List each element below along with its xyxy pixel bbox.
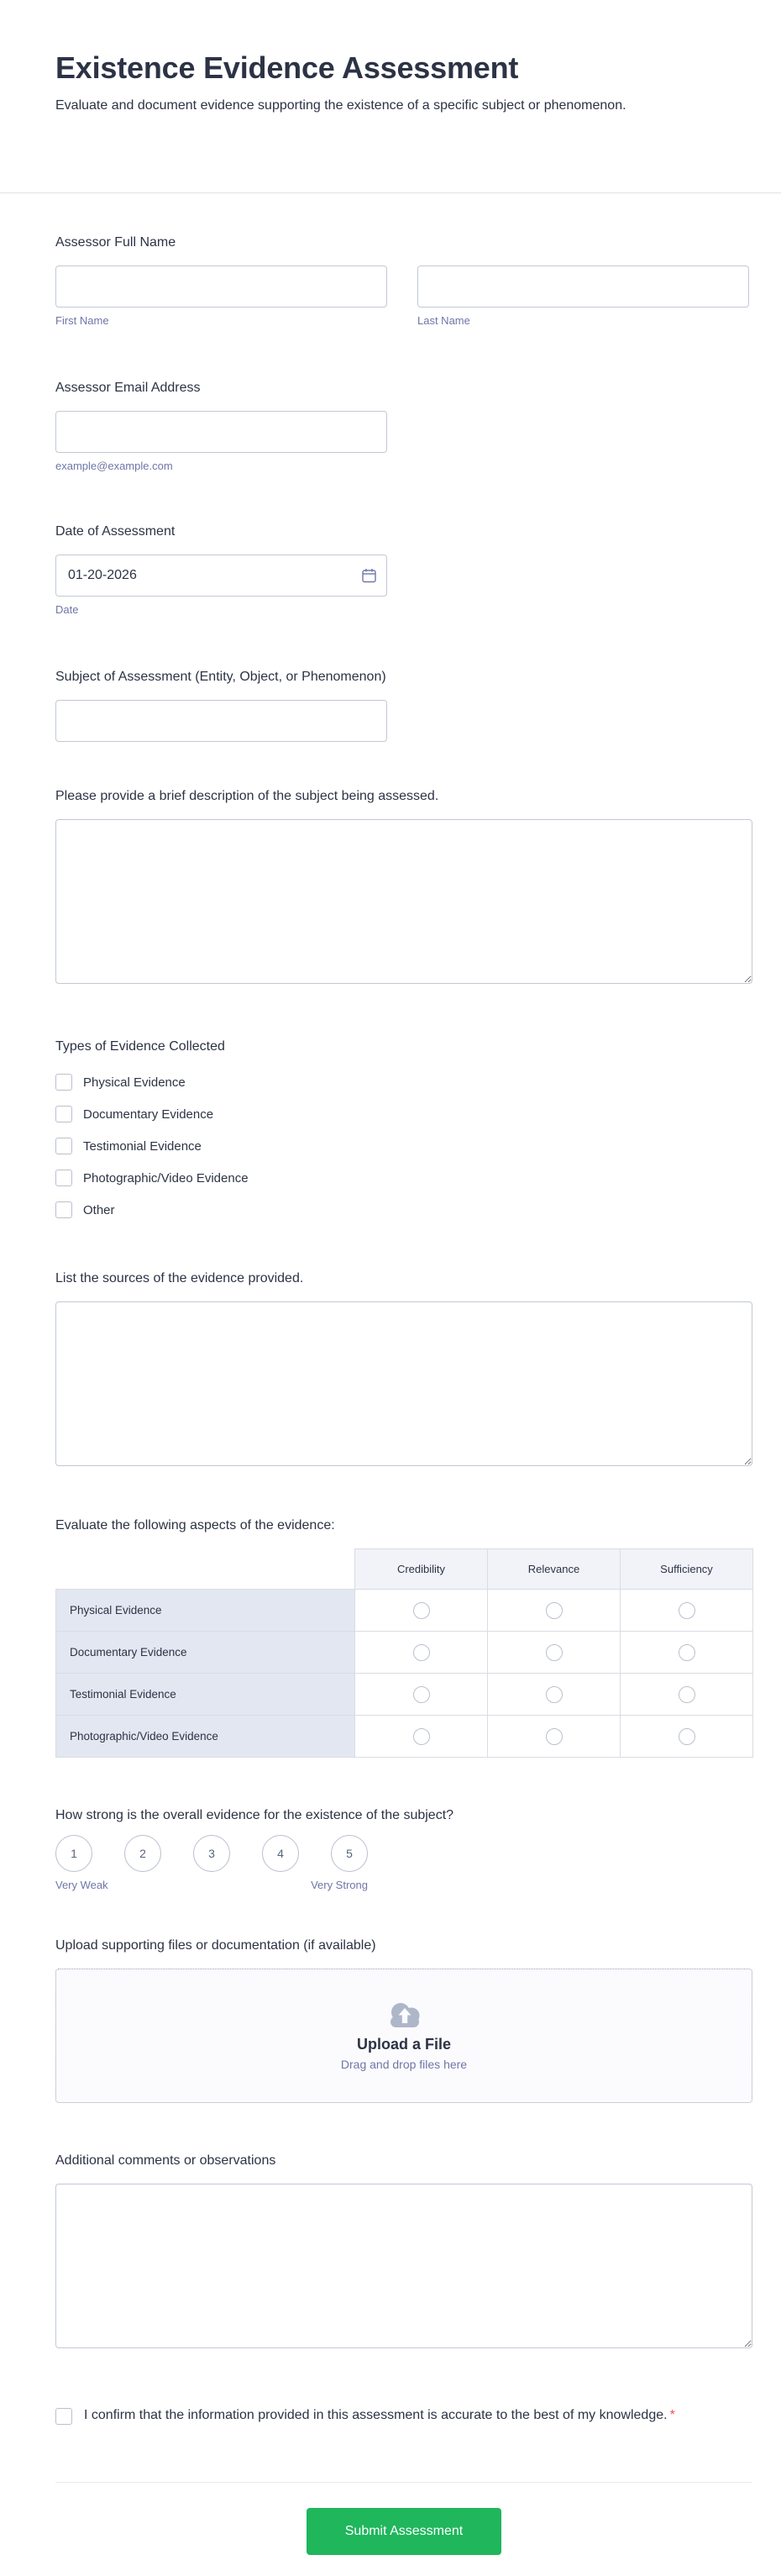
comments-textarea[interactable]	[55, 2184, 752, 2348]
confirmation-label	[84, 2405, 675, 2425]
date-input[interactable]	[55, 555, 387, 597]
submit-area	[55, 2482, 752, 2555]
field-evidence-matrix	[55, 1517, 752, 1758]
page-subtitle: Evaluate and document evidence supporting the existence of a specific subject or phenomenon.	[55, 98, 626, 113]
last-name-input[interactable]	[417, 265, 749, 308]
matrix-radio-r1-c2[interactable]	[546, 1602, 563, 1619]
form-body	[0, 234, 781, 2555]
scale-option-1[interactable]: 1	[55, 1835, 92, 1872]
confirmation-label-text: I confirm that the information provided in this assessment is accurate to the best of my knowledge.	[84, 2408, 668, 2422]
evidence-types-label: Types of Evidence Collected	[55, 1039, 225, 1054]
matrix-radio-r1-c3[interactable]	[679, 1602, 695, 1619]
matrix-radio-r3-c2[interactable]	[546, 1686, 563, 1703]
upload-hint: Drag and drop files here	[340, 2058, 468, 2071]
sources-textarea[interactable]	[55, 1301, 752, 1466]
checkbox-option-photographic-video-evidence[interactable]	[55, 1162, 752, 1194]
option-label: Documentary Evidence	[83, 1107, 214, 1122]
checkbox-option-physical-evidence[interactable]	[55, 1066, 752, 1098]
upload-dropzone[interactable]	[55, 1969, 752, 2103]
first-name-input[interactable]	[55, 265, 387, 308]
subject-label: Subject of Assessment (Entity, Object, or Phenomenon)	[55, 670, 386, 684]
matrix-row-testimonial-evidence	[56, 1674, 753, 1716]
calendar-icon[interactable]	[361, 568, 377, 584]
matrix-radio-r3-c1[interactable]	[413, 1686, 430, 1703]
confirmation-checkbox[interactable]	[55, 2408, 72, 2425]
field-description	[55, 787, 752, 984]
email-input[interactable]	[55, 411, 387, 453]
matrix-radio-r2-c2[interactable]	[546, 1644, 563, 1661]
matrix-row-label: Documentary Evidence	[56, 1632, 355, 1674]
scale-max-label: Very Strong	[311, 1879, 368, 1891]
subject-input[interactable]	[55, 700, 387, 742]
upload-button-text[interactable]: Upload a File	[356, 2036, 452, 2053]
checkbox-icon[interactable]	[55, 1138, 72, 1154]
date-sublabel: Date	[55, 603, 79, 616]
name-label: Assessor Full Name	[55, 235, 176, 250]
form-header	[0, 0, 781, 193]
checkbox-option-documentary-evidence[interactable]	[55, 1098, 752, 1130]
checkbox-icon[interactable]	[55, 1106, 72, 1122]
matrix-row-photographic-video-evidence	[56, 1716, 753, 1758]
option-label: Photographic/Video Evidence	[83, 1170, 249, 1185]
matrix-row-label: Testimonial Evidence	[56, 1674, 355, 1716]
checkbox-option-other[interactable]	[55, 1194, 752, 1226]
matrix-radio-r4-c1[interactable]	[413, 1728, 430, 1745]
field-date-of-assessment	[55, 523, 752, 616]
scale-min-label: Very Weak	[55, 1879, 108, 1891]
checkbox-icon[interactable]	[55, 1074, 72, 1091]
matrix-radio-r1-c1[interactable]	[413, 1602, 430, 1619]
checkbox-option-testimonial-evidence[interactable]	[55, 1130, 752, 1162]
matrix-radio-r4-c2[interactable]	[546, 1728, 563, 1745]
matrix-row-documentary-evidence	[56, 1632, 753, 1674]
scale-label: How strong is the overall evidence for the existence of the subject?	[55, 1808, 454, 1822]
sources-label: List the sources of the evidence provided.	[55, 1271, 304, 1285]
matrix-col-header-sufficiency: Sufficiency	[621, 1549, 753, 1590]
option-label: Physical Evidence	[83, 1075, 186, 1090]
matrix-corner-cell	[56, 1549, 355, 1590]
matrix-radio-r2-c1[interactable]	[413, 1644, 430, 1661]
first-name-sublabel: First Name	[55, 314, 109, 327]
field-assessor-name	[55, 234, 752, 327]
matrix-row-label: Photographic/Video Evidence	[56, 1716, 355, 1758]
scale-option-4[interactable]: 4	[262, 1835, 299, 1872]
field-evidence-types	[55, 1038, 752, 1226]
matrix-col-header-relevance: Relevance	[488, 1549, 621, 1590]
matrix-label: Evaluate the following aspects of the evidence:	[55, 1518, 335, 1532]
required-asterisk: *	[669, 2408, 675, 2422]
matrix-table	[55, 1548, 753, 1758]
matrix-radio-r2-c3[interactable]	[679, 1644, 695, 1661]
field-subject	[55, 668, 752, 742]
option-label: Testimonial Evidence	[83, 1138, 202, 1154]
scale-option-3[interactable]: 3	[193, 1835, 230, 1872]
matrix-radio-r3-c3[interactable]	[679, 1686, 695, 1703]
matrix-row-label: Physical Evidence	[56, 1590, 355, 1632]
cloud-upload-icon	[385, 2000, 423, 2029]
option-label: Other	[83, 1202, 115, 1217]
description-textarea[interactable]	[55, 819, 752, 984]
last-name-sublabel: Last Name	[417, 314, 470, 327]
email-label: Assessor Email Address	[55, 381, 201, 395]
upload-label: Upload supporting files or documentation (if available)	[55, 1938, 376, 1953]
email-sublabel: example@example.com	[55, 460, 173, 472]
field-strength-scale	[55, 1806, 752, 1891]
checkbox-icon[interactable]	[55, 1170, 72, 1186]
field-assessor-email	[55, 379, 752, 472]
field-sources	[55, 1270, 752, 1466]
matrix-radio-r4-c3[interactable]	[679, 1728, 695, 1745]
date-label: Date of Assessment	[55, 524, 176, 539]
field-comments	[55, 2152, 752, 2348]
submit-button[interactable]: Submit Assessment	[307, 2508, 501, 2555]
scale-option-5[interactable]: 5	[331, 1835, 368, 1872]
description-label: Please provide a brief description of the subject being assessed.	[55, 789, 439, 803]
page-title: Existence Evidence Assessment	[55, 50, 519, 85]
matrix-col-header-credibility: Credibility	[355, 1549, 488, 1590]
field-file-upload	[55, 1937, 752, 2103]
scale-option-2[interactable]: 2	[124, 1835, 161, 1872]
matrix-row-physical-evidence	[56, 1590, 753, 1632]
comments-label: Additional comments or observations	[55, 2153, 276, 2168]
checkbox-icon[interactable]	[55, 1201, 72, 1218]
field-confirmation	[55, 2405, 752, 2425]
